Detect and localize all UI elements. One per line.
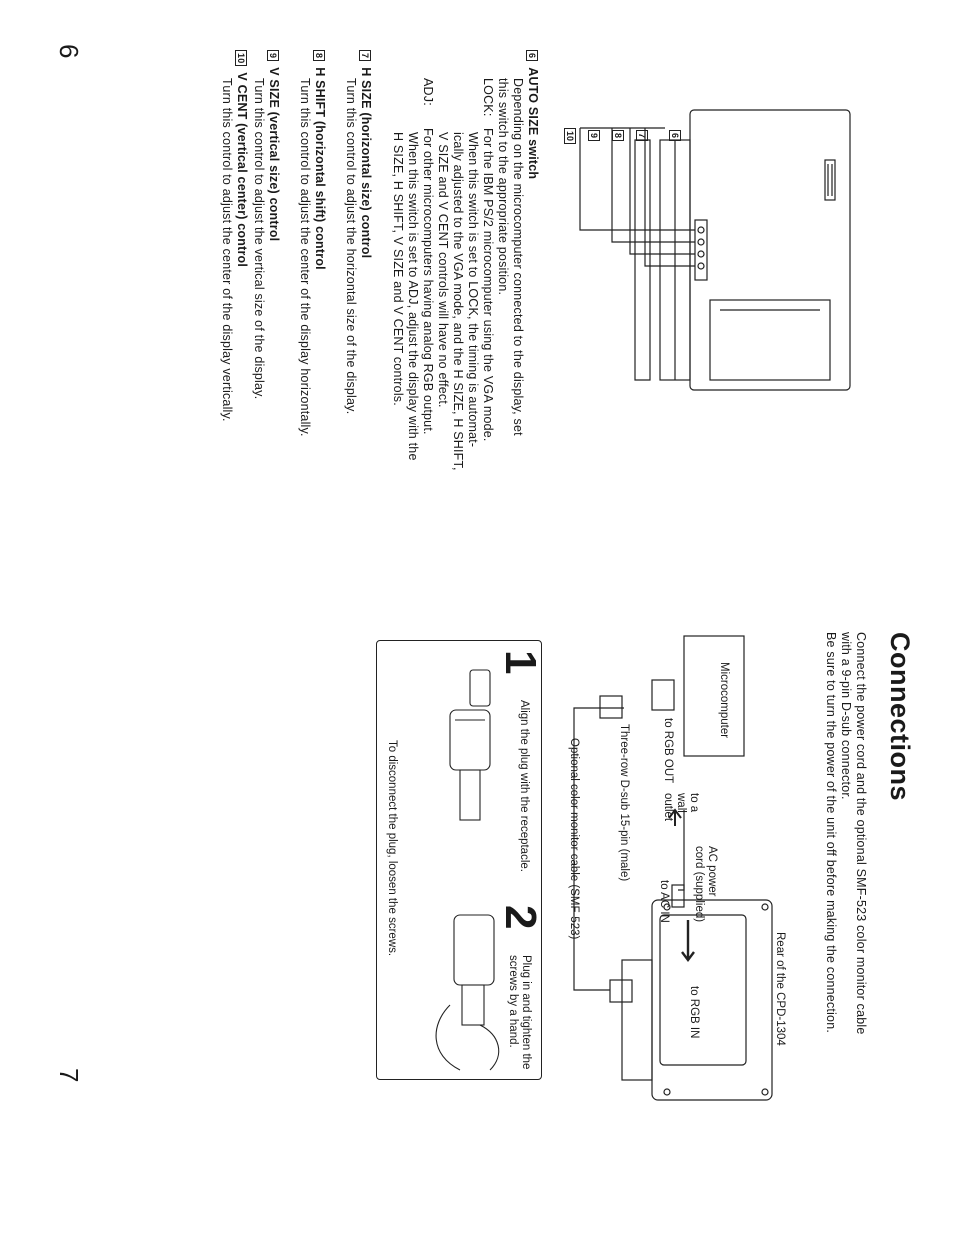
body-line: ically adjusted to the VGA mode, and the H SIZE, H SHIFT, bbox=[451, 132, 465, 471]
section-heading: V CENT (vertical center) control bbox=[235, 72, 249, 268]
label-line: Plug in and tighten the bbox=[520, 955, 532, 1070]
callout-7: 7 bbox=[634, 130, 652, 147]
item-number: 8 bbox=[313, 50, 325, 61]
microcomputer-label: Microcomputer bbox=[718, 662, 730, 739]
disconnect-note: To disconnect the plug, loosen the screws. bbox=[386, 740, 398, 957]
item-number: 7 bbox=[359, 50, 371, 61]
label-line: cord (supplied) bbox=[693, 846, 705, 923]
microcomputer-box bbox=[684, 636, 744, 756]
item-number: 6 bbox=[526, 50, 538, 61]
body-line: this switch to the appropriate position. bbox=[496, 78, 510, 296]
controls-description-column bbox=[219, 50, 540, 471]
step-2-text bbox=[506, 955, 532, 1069]
body-line: Depending on the microcomputer connected to the display, set bbox=[511, 78, 525, 436]
section-heading: H SHIFT (horizontal shift) control bbox=[313, 67, 327, 270]
body-line: Turn this control to adjust the center of the display vertically. bbox=[220, 78, 234, 422]
page-number-right: 7 bbox=[54, 1068, 84, 1083]
body-line: Turn this control to adjust the center of the display horizontally. bbox=[298, 78, 312, 437]
body-line: When this switch is set to ADJ, adjust the display with the bbox=[406, 132, 420, 461]
body-line: Turn this control to adjust the vertical size of the display. bbox=[252, 78, 266, 400]
label-line: wall bbox=[675, 793, 687, 813]
body-line: For other microcomputers having analog RGB output. bbox=[421, 128, 435, 435]
plug-illustration-step-2 bbox=[420, 905, 520, 1075]
h-shift-section bbox=[297, 50, 327, 471]
body-line: Be sure to turn the power of the unit off before making the connection. bbox=[824, 632, 838, 1034]
callout-10: 10 bbox=[562, 128, 580, 150]
step-1-number: 1 bbox=[496, 650, 545, 675]
page-number-left: 6 bbox=[54, 44, 84, 59]
callout-8: 8 bbox=[610, 130, 628, 147]
label-line: screws by a hand. bbox=[507, 955, 519, 1048]
connections-title: Connections bbox=[885, 632, 915, 802]
section-heading: AUTO SIZE switch bbox=[526, 67, 540, 180]
monitor-rear bbox=[652, 900, 772, 1100]
connection-diagram bbox=[560, 620, 800, 1110]
three-row-dsub-label: Three-row D-sub 15-pin (male) bbox=[618, 724, 630, 882]
step-2-number: 2 bbox=[496, 905, 545, 930]
item-number: 10 bbox=[235, 50, 247, 66]
to-rgb-in-label: to RGB IN bbox=[688, 986, 700, 1039]
label-line: to a bbox=[688, 793, 700, 813]
h-size-section bbox=[343, 50, 373, 471]
body-line: Connect the power cord and the optional SMF-523 color monitor cable bbox=[854, 632, 868, 1035]
body-line: For the IBM PS/2 microcomputer using the VGA mode. bbox=[481, 128, 495, 442]
option-tag: LOCK: bbox=[481, 78, 495, 117]
body-line: When this switch is set to LOCK, the timing is automat- bbox=[466, 132, 480, 448]
body-line: H SIZE, H SHIFT, V SIZE and V CENT controls. bbox=[391, 132, 405, 406]
rear-cpd-label: Rear of the CPD-1304 bbox=[774, 932, 786, 1046]
body-line: with a 9-pin D-sub connector. bbox=[839, 632, 853, 800]
section-heading: V SIZE (vertical size) control bbox=[267, 67, 281, 242]
label-line: outlet bbox=[662, 793, 674, 822]
auto-size-section bbox=[390, 50, 540, 471]
item-number: 9 bbox=[267, 50, 279, 61]
power-cord bbox=[678, 810, 684, 890]
callout-6: 6 bbox=[667, 130, 685, 147]
v-cent-section bbox=[219, 50, 249, 471]
step-1-text: Align the plug with the receptacle. bbox=[518, 700, 530, 872]
plug-illustration-step-1 bbox=[420, 660, 510, 830]
option-tag: ADJ: bbox=[421, 78, 435, 106]
ac-power-cord-label bbox=[692, 846, 718, 922]
v-size-section bbox=[251, 50, 281, 471]
section-heading: H SIZE (horizontal size) control bbox=[359, 67, 373, 259]
callout-9: 9 bbox=[586, 130, 604, 147]
connections-intro bbox=[823, 632, 868, 1035]
monitor-controls-illustration bbox=[560, 100, 860, 400]
to-ac-in-label: to AC IN bbox=[658, 880, 670, 923]
body-line: Turn this control to adjust the horizontal size of the display. bbox=[344, 78, 358, 415]
body-line: V SIZE and V CENT controls will have no effect. bbox=[436, 132, 450, 408]
to-rgb-out-label: to RGB OUT bbox=[662, 718, 674, 784]
label-line: AC power bbox=[706, 846, 718, 897]
optional-cable-label: Optional color monitor cable (SMF-523) bbox=[568, 738, 580, 940]
to-wall-outlet-label bbox=[661, 793, 700, 821]
